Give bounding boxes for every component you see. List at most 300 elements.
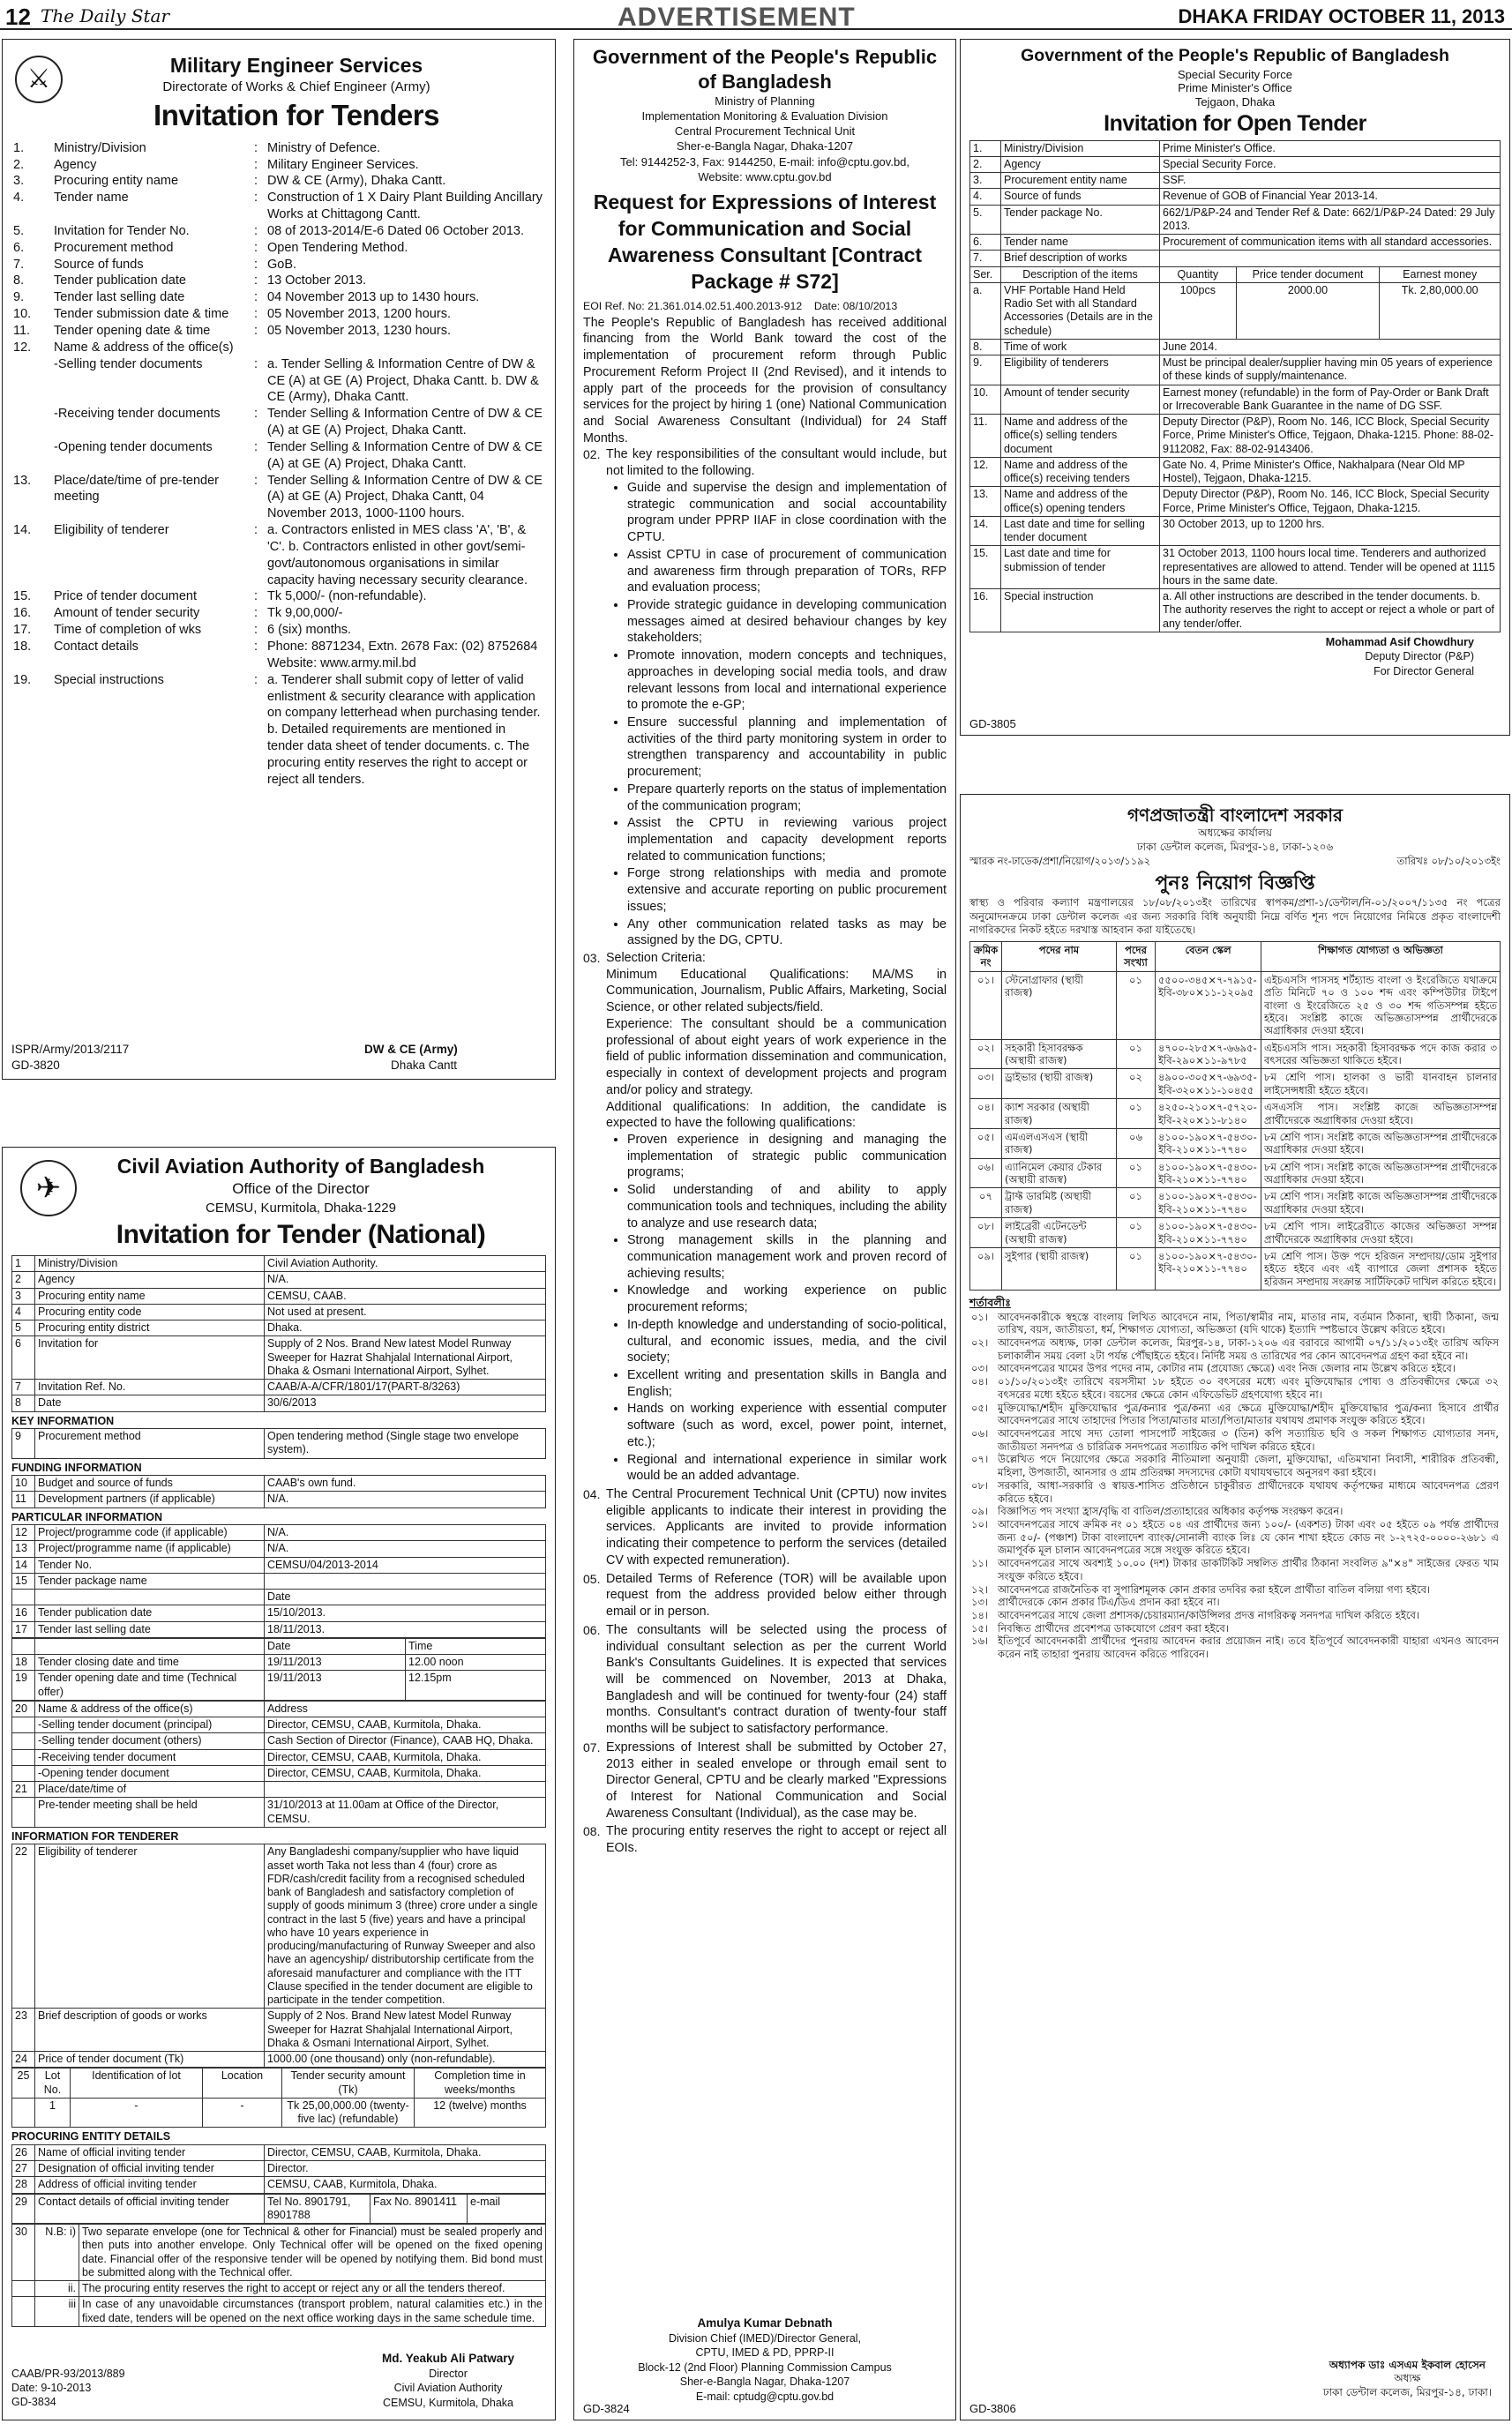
ssf-row (970, 339, 1501, 355)
caab-row (12, 1621, 546, 1637)
bng-cond-text: সরকারি, আধা-সরকারি ও স্বায়ত্ত-শাসিত প্রতিষ্ঠানে চাকুরীরত প্রার্থীদেরকে যথাযথ কর্তৃপক্ষের মাধ্যমে আবেদনপত্র প্রেরণ করিতে হইবে। (998, 1478, 1499, 1505)
caab-cell: Eligibility of tenderer (35, 1844, 265, 2009)
mes-cell: Tender opening date & time (54, 323, 211, 338)
bng-cond-row (969, 1609, 1501, 1622)
cptu-signature (574, 2316, 955, 2404)
ssf-cell: SSF. (1160, 173, 1501, 189)
cptu-bullet: • Ensure successful planning and implementation of activities of the third party monitoring system in order to strengthen transparency and accountability in public procurement; (627, 714, 947, 781)
mes-cell: GoB. (267, 257, 297, 272)
ssf-cell: 15. (970, 546, 1001, 589)
bng-cell: ০৬ (1117, 1128, 1156, 1158)
caab-cell: Two separate envelope (one for Technical & other for Financial) must be sealed properly and then puts into another envelope. Only Technical offer will be opened on the fixed opening date. Financial offer of the responsive tender will be opened by notifying them. Bid bond must be submitted along with the Technical offer. (79, 2225, 546, 2281)
cptu-bullet: • Proven experience in designing and managing the implementation of strategic public communication programs; (627, 1132, 947, 1181)
cptu-heading: Request for Expressions of Interest for Communication and Social Awareness Consultant [Contract Package # S72] (593, 190, 937, 293)
caab-row (12, 1380, 546, 1395)
caab-section-title: PARTICULAR INFORMATION (11, 1510, 163, 1523)
cptu-para-number: 03. (583, 951, 601, 966)
caab-cell: N/A. (265, 1272, 546, 1288)
cptu-address (583, 94, 947, 184)
cptu-bullet: • Hands on working experience with essential computer software (such as word, excel, power point, internet, etc.); (627, 1401, 947, 1450)
caab-cell: Supply of 2 Nos. Brand New latest Model Runway Sweeper for Hazrat Shahjalal International Airport, Dhaka & Osmani International Airport, Sylhet. (265, 1336, 546, 1380)
mes-sign: DW & CE (Army) (364, 1043, 458, 1057)
cptu-sign-line: Sher-e-Bangla Nagar, Dhaka-1207 (679, 2375, 850, 2388)
caab-row (12, 1590, 546, 1605)
caab-sign-org: Civil Aviation Authority (393, 2382, 503, 2395)
ssf-row (970, 415, 1501, 458)
bng-cond-text: আবেদনপত্রের খামের উপর পদের নাম, কোটার নাম (প্রযোজ্য ক্ষেত্রে) এবং নিজ জেলার নাম উল্লেখ করিতে হইবে। (998, 1362, 1456, 1375)
bng-cell: ০১ (1117, 1158, 1156, 1188)
cptu-para-text: The key responsibilities of the consultant would include, but not limited to the following. (606, 447, 947, 479)
ssf-item-ser: Ser. (973, 267, 993, 281)
mes-cell: Procuring entity name (54, 174, 179, 189)
ssf-sign-line: Deputy Director (P&P) (1365, 650, 1474, 663)
bng-memo: স্মারক নং-ঢাডেক/প্রশা/নিয়োগ/২০১৩/১১৯২ (969, 855, 1151, 868)
mes-heading: Invitation for Tenders (153, 99, 439, 132)
ssf-cell: 10. (970, 385, 1001, 415)
mes-cell: Tender Selling & Information Centre of DW & CE (A) at GE (A) Project, Dhaka Cantt. (267, 407, 543, 438)
mes-cell: 05 November 2013, 1200 hours. (267, 307, 451, 322)
caab-cell: 15 (12, 1573, 35, 1589)
mes-cell: DW & CE (Army), Dhaka Cantt. (267, 174, 446, 189)
caab-cell: Tender package name (35, 1573, 265, 1589)
caab-row (12, 1701, 546, 1717)
ssf-cell: June 2014. (1160, 339, 1501, 355)
caab-row (12, 1336, 546, 1380)
caab-cell: 7 (12, 1380, 35, 1395)
cptu-para-number: 06. (583, 1622, 601, 1637)
caab-refdate: Date: 9-10-2013 (11, 2382, 92, 2394)
bng-memo-line (969, 855, 1501, 871)
caab-cell: Tender No. (35, 1557, 265, 1573)
mes-row (11, 639, 546, 672)
caab-nb (11, 2224, 546, 2327)
army-emblem-icon: ⚔ (15, 56, 63, 103)
ssf-row (970, 251, 1501, 266)
mes-cell: 17. (13, 623, 32, 638)
ssf-cell: Agency (1001, 156, 1160, 172)
cptu-para-text: The People's Republic of Bangladesh has received additional financing from the World Bank toward the cost of the implementation of procurement reform through Public Procurement Reform Project II (2nd Revised), and it intends to apply part of the proceeds for the provision of consultancy services for the project by hiring 1 (one) National Communication and Social Awareness Consultant (Individual) for 24 Staff Months. (583, 315, 947, 445)
mes-cell: Ministry of Defence. (267, 140, 381, 155)
mes-row (11, 522, 546, 588)
mes-cell: : (253, 439, 258, 454)
caab-cell: Ministry/Division (35, 1256, 265, 1272)
bng-cell: ৮ম শ্রেণি পাস। হালকা ও ভারী যানবাহন চালনার লাইসেন্সধারী হইতে হইবে। (1261, 1069, 1501, 1099)
ssf-address-line: Tejgaon, Dhaka (1194, 94, 1276, 108)
ssf-row (970, 516, 1501, 546)
caab-cell: Time (406, 1638, 546, 1654)
cptu-sign-line: Block-12 (2nd Floor) Planning Commission Campus (638, 2360, 892, 2374)
ssf-cell: 14. (970, 516, 1001, 546)
bng-cond-row (969, 1336, 1501, 1362)
ssf-cell: Revenue of GOB of Financial Year 2013-14. (1160, 189, 1501, 205)
mes-row (11, 323, 546, 340)
caab-cell: 19/11/2013 (265, 1671, 406, 1701)
cptu-paragraph (583, 1823, 947, 1856)
mes-cell: 18. (13, 640, 32, 655)
caab-row (12, 1655, 546, 1671)
mes-cell: : (253, 523, 258, 538)
ssf-cell: 1. (970, 140, 1001, 156)
mes-cell: Tender publication date (54, 273, 186, 288)
mes-cell: 5. (13, 223, 25, 238)
cptu-para-text: The Central Procurement Technical Unit (CPTU) now invites eligible applicants to indicate their interest in providing the services. Applicants are invited to provide information indicating their competence to perform the services (detailed CV with expected remuneration). (606, 1487, 947, 1567)
page-number: 12 (5, 4, 31, 30)
ssf-row (970, 235, 1501, 251)
ssf-cell: 2000.00 (1236, 282, 1380, 339)
mes-cell: 8. (13, 273, 25, 288)
ssf-cell: Tk. 2,80,000.00 (1380, 282, 1501, 339)
caab-cell: 3 (12, 1288, 35, 1304)
bng-cond-num: ০৪। (971, 1375, 989, 1388)
bng-cond-num: ০১। (971, 1310, 989, 1323)
caab-cell (12, 2281, 35, 2297)
caab-cell: Project/programme code (if applicable) (35, 1525, 265, 1541)
caab-nb-row (12, 2281, 546, 2297)
ssf-row (970, 457, 1501, 487)
ssf-cell (970, 282, 1001, 339)
bng-cond-text: আবেদনপত্রে রাজনৈতিক বা সুপারিশমূলক কোন প্রকার তদবির করা হইলে প্রার্থীতা বাতিল বলিয়া গণ্য হইবে। (998, 1582, 1431, 1596)
page-header (0, 0, 1512, 30)
caab-cell (12, 1749, 35, 1765)
caab-nb-row (12, 2225, 546, 2281)
mes-cell: Tender name (54, 191, 129, 206)
mes-row (11, 356, 546, 407)
bng-conditions (969, 1311, 1501, 1661)
cptu-sign-line: Division Chief (IMED)/Director General, (668, 2331, 862, 2345)
ssf-cell: 9. (970, 355, 1001, 385)
ssf-cell: 30 October 2013, up to 1200 hrs. (1160, 516, 1501, 546)
caab-cell (12, 1798, 35, 1828)
mes-footer2 (11, 1058, 541, 1074)
cptu-bullet: • Regional and international experience in similar work would be an added advantage. (627, 1452, 947, 1485)
mes-tender-ad (2, 39, 556, 1080)
bng-row (970, 1069, 1501, 1099)
bng-cond-row (969, 1311, 1501, 1336)
mes-cell: Tender Selling & Information Centre of DW & CE (A) at GE (A) Project, Dhaka Cantt. (267, 439, 543, 471)
bng-row (970, 1128, 1501, 1158)
bng-head-cell: ক্রমিক নং (970, 942, 1002, 972)
bng-cell: ০৮। (970, 1218, 1002, 1248)
bng-cond-row (969, 1362, 1501, 1375)
caab-cell: Date (35, 1395, 265, 1411)
bng-cond-text: ইতিপূর্বে আবেদনকারী প্রার্থীদের পুনরায় আবেদন করার প্রয়োজন নাই। তবে ইতিপূর্বে আবেদনকারী যাহারা এখনও আবেদন করেন নাই তাহারা পুনরায় আবেদন করিতে পারিবেন। (998, 1635, 1499, 1661)
mes-ref: ISPR/Army/2013/2117 (11, 1043, 130, 1057)
ssf-cell: 6. (970, 235, 1001, 251)
mes-row (11, 257, 546, 273)
caab-cell: Identification of lot (71, 2069, 203, 2099)
caab-cell: 26 (12, 2144, 35, 2160)
dental-college-recruitment-ad (960, 794, 1510, 2420)
caab-row (12, 1765, 546, 1781)
mes-cell: : (253, 290, 258, 305)
caab-cell (12, 2297, 35, 2327)
bng-posts-table (969, 941, 1501, 1291)
caab-cell: Price of tender document (Tk) (35, 2052, 265, 2068)
bng-cell: এ্যানিমেল কেয়ার টেকার (অস্থায়ী রাজস্ব) (1002, 1158, 1117, 1188)
cptu-sign-line: E-mail: cptudg@cptu.gov.bd (695, 2390, 835, 2403)
caab-office: Office of the Director (232, 1180, 370, 1198)
caab-cell: Project/programme name (if applicable) (35, 1541, 265, 1557)
ssf-cell: 100pcs (1160, 282, 1237, 339)
bng-gov: গণপ্রজাতন্ত্রী বাংলাদেশ সরকার (1127, 804, 1343, 826)
caab-cell (12, 1638, 35, 1654)
mes-cell: : (253, 273, 258, 288)
bng-head-row (970, 942, 1501, 972)
ssf-sign-line: Mohammad Asif Chowdhury (1325, 635, 1474, 648)
caab-section-title: KEY INFORMATION (11, 1414, 115, 1427)
bng-cell: এসএসসি পাস। সংশ্লিষ্ট কাজে অভিজ্ঞতাসম্পন্ন প্রার্থীদেরকে অগ্রাধিকার দেওয়া হইবে। (1261, 1099, 1501, 1129)
caab-cell: Tender publication date (35, 1605, 265, 1621)
bng-cond-row (969, 1453, 1501, 1478)
bng-cell: ড্রাইভার (স্থায়ী রাজস্ব) (1002, 1069, 1117, 1099)
bng-cond-row (969, 1622, 1501, 1635)
caab-cell: Dhaka. (265, 1320, 546, 1336)
ssf-item-row (970, 266, 1501, 282)
caab-row (12, 1844, 546, 2009)
caab-heading: Invitation for Tender (National) (116, 1219, 486, 1249)
caab-title: Civil Aviation Authority of Bangladesh (116, 1155, 485, 1178)
mes-cell: 12. (13, 340, 32, 355)
cptu-para-text: Experience: The consultant should be a communication professional of about eight years of work experience in the field of public information dissemination and communication, especially in context of development projects and program and/or policy and strategy. (606, 1016, 947, 1097)
caab-cell: CEMSU, CAAB. (265, 1288, 546, 1304)
bng-row (970, 1218, 1501, 1248)
mes-cell: 15. (13, 589, 32, 604)
mes-row (11, 672, 546, 789)
bng-cond-text: আবেদনপত্রের সাথে ক্রমিক নং ০১ হইতে ০৪ এর প্রার্থীদের জন্য ১০০/- (একশত) টাকা এবং ০৫ হইতে ০৯ পর্যন্ত প্রার্থীদের জন্য ৫০/- (পঞ্চাশ) টাকা বাংলাদেশ ব্যাংক/সোনালী ব্যাংক লিঃ যে কোন শাখা হইতে কোড নং ১-২৭২৫-০০০০-২৬৮১ এ জমাপূর্বক মূল চালান আবেদনপত্রের সঙ্গে সংযুক্ত করিতে হইবে। (998, 1518, 1499, 1557)
ssf-cell: Ministry/Division (1001, 140, 1160, 156)
caab-cell: Location (203, 2069, 282, 2099)
caab-row (12, 1638, 546, 1654)
caab-cell: The procuring entity reserves the right to accept or reject any or all the tenders thereof. (79, 2281, 546, 2297)
mes-cell: -Opening tender documents (54, 439, 213, 454)
bng-cell: ০৩। (970, 1069, 1002, 1099)
caab-cell: - (203, 2098, 282, 2128)
bng-cell: ৪১০০-১৯০×৭-৫৪৩০-ইবি-২১০×১১-৭৭৪০ (1156, 1247, 1261, 1290)
caab-cell: -Selling tender document (principal) (35, 1717, 265, 1733)
caab-grid (11, 1701, 546, 1828)
caab-ref: CAAB/PR-93/2013/889 (11, 2368, 125, 2380)
caab-grid (11, 1844, 546, 2068)
bng-cond-num: ১৬। (971, 1635, 989, 1648)
caab-cell: 4 (12, 1304, 35, 1320)
ssf-row (970, 589, 1501, 632)
bng-cell: ০৪। (970, 1099, 1002, 1129)
bng-cell: ০৬। (970, 1158, 1002, 1188)
cptu-paragraph (583, 1739, 947, 1822)
caab-cell: Cash Section of Director (Finance), CAAB HQ, Dhaka. (265, 1733, 546, 1749)
caab-grid (11, 1638, 546, 1701)
caab-cell: Lot No. (35, 2069, 71, 2099)
caab-row (12, 1304, 546, 1320)
caab-cell: Development partners (if applicable) (35, 1492, 265, 1508)
mes-cell: Tender submission date & time (54, 307, 229, 322)
caab-cell (265, 1573, 546, 1589)
mes-cell: : (253, 640, 258, 655)
ssf-cell: 16. (970, 589, 1001, 632)
mes-row (11, 605, 546, 622)
ssf-tender-ad (960, 39, 1510, 736)
cptu-body (583, 315, 947, 1857)
caab-cell: 19 (12, 1671, 35, 1701)
bng-cell: ০১ (1117, 1247, 1156, 1290)
bng-sign-name: অধ্যাপক ডাঃ এসএম ইকবাল হোসেন (1329, 2358, 1486, 2371)
mes-cell: Place/date/time of pre-tender meeting (54, 473, 219, 505)
cptu-qualifications (627, 1132, 947, 1485)
bng-cond-num: ০৮। (971, 1478, 989, 1492)
cptu-sign-line: Amulya Kumar Debnath (697, 2316, 833, 2330)
mes-cell (11, 439, 52, 473)
mes-cell: : (253, 606, 258, 621)
cptu-bullet: • Guide and supervise the design and implementation of strategic communication and social accountability program under PPRP IIAF in close coordination with the CPTU. (627, 480, 947, 546)
caab-row (12, 1605, 546, 1621)
caab-cell: Pre-tender meeting shall be held (35, 1798, 265, 1828)
bng-cell: ৮ম শ্রেণি পাস। সংশ্লিষ্ট কাজে অভিজ্ঞতাসম্পন্ন প্রার্থীদেরকে অগ্রাধিকার দেওয়া হইবে। (1261, 1188, 1501, 1218)
mes-subtitle: Directorate of Works & Chief Engineer (Army) (162, 79, 430, 95)
mes-row (11, 439, 546, 473)
caab-cell (12, 1765, 35, 1781)
bng-cond-text: আবেদনপত্রের সাথে অবশ্যই ১০.০০ (দশ) টাকার ডাকটিকিট সম্বলিত প্রার্থীর ঠিকানা সংবলিত ৯"×৪" সাইজের ফেরত খাম সংযুক্ত করিতে হইবে। (998, 1557, 1499, 1582)
caab-cell: Tender last selling date (35, 1621, 265, 1637)
ssf-cell: Time of work (1001, 339, 1160, 355)
caab-cell: 31/10/2013 at 11.00am at Office of the Director, CEMSU. (265, 1798, 546, 1828)
ssf-cell: Gate No. 4, Prime Minister's Office, Nakhalpara (Near Old MP Hostel), Tejgaon, Dhaka-1215. (1160, 457, 1501, 487)
caab-cell: Contact details of official inviting tender (35, 2194, 265, 2224)
cptu-para-text: The procuring entity reserves the right to accept or reject all EOIs. (606, 1824, 947, 1856)
bng-cond-text: মুক্তিযোদ্ধা/শহীদ মুক্তিযোদ্ধার পুত্র/কন্যার পুত্র/কন্যা এর ক্ষেত্রে মুক্তিযোদ্ধা/শহীদ মুক্তিযোদ্ধার পুত্র/কন্যা হিসাবে প্রার্থীর আবেদনপত্রের সাথে তাহাদের পিতার পিতা/মাতার মাতা/পিতা/মাতার যথাযথ প্রমাণক সংযুক্ত করিতে হইবে। (998, 1401, 1499, 1427)
ssf-cell: Name and address of the office(s) opening tenders (1001, 487, 1160, 517)
caab-cell: 8 (12, 1395, 35, 1411)
caab-cell: Date (265, 1638, 406, 1654)
bng-cell: ৪১০০-১৯০×৭-৫৪৩০-ইবি-২১০×১১-৭৭৪০ (1156, 1128, 1261, 1158)
mes-cell: 13 October 2013. (267, 273, 367, 288)
bng-head-cell: বেতন স্কেল (1156, 942, 1261, 972)
caab-cell: -Opening tender document (35, 1765, 265, 1781)
caab-cell: 29 (12, 2194, 35, 2224)
caab-cell: 12.00 noon (406, 1655, 546, 1671)
bng-cond-row (969, 1583, 1501, 1597)
caab-row (12, 1798, 546, 1828)
caab-cell (35, 1590, 265, 1605)
ssf-cell (1160, 251, 1501, 266)
bng-cell: ০৯। (970, 1247, 1002, 1290)
ssf-heading: Invitation for Open Tender (1104, 110, 1366, 136)
bng-cond-num: ০৭। (971, 1453, 989, 1466)
caab-cell: iii (35, 2297, 79, 2327)
bng-cell: স্টেনোগ্রাফার (স্থায়ী রাজস্ব) (1002, 971, 1117, 1039)
caab-row (12, 1320, 546, 1336)
caab-cell: 17 (12, 1621, 35, 1637)
cptu-paragraph (583, 1486, 947, 1569)
ssf-row (970, 140, 1501, 156)
bng-cell: ৪৯০০-৩০৫×৭-৬৯৩৫-ইবি-৩২০×১১-১০৪৫৫ (1156, 1069, 1261, 1099)
caab-cell: Name of official inviting tender (35, 2144, 265, 2160)
caab-sign-addr: CEMSU, Kurmitola, Dhaka (383, 2396, 513, 2409)
bng-cell: লাইব্রেরী এটেনডেন্ট (অস্থায়ী রাজস্ব) (1002, 1218, 1117, 1248)
mes-gd: GD-3820 (11, 1059, 60, 1073)
bng-cond-row (969, 1402, 1501, 1427)
caab-cell: ii. (35, 2281, 79, 2297)
cptu-bullet: • Forge strong relationships with media and promote extensive and accurate reporting on public procurement issues; (627, 865, 947, 915)
caab-cell: e-mail (468, 2194, 546, 2224)
bng-head-cell: পদের নাম (1002, 942, 1117, 972)
ssf-row (970, 385, 1501, 415)
caab-cell: 25 (12, 2069, 35, 2099)
caab-cell: Budget and source of funds (35, 1476, 265, 1492)
mes-cell: 14. (13, 523, 32, 538)
ssf-cell: 2. (970, 156, 1001, 172)
caab-cell: Completion time in weeks/months (415, 2069, 546, 2099)
caab-row (12, 1749, 546, 1765)
ssf-cell: 3. (970, 173, 1001, 189)
mes-cell: : (253, 356, 258, 371)
ssf-cell: Procurement entity name (1001, 173, 1160, 189)
bng-cond-num: ১২। (971, 1582, 989, 1596)
caab-cell: Procuring entity district (35, 1320, 265, 1336)
caab-section-title: PROCURING ENTITY DETAILS (11, 2130, 171, 2143)
caab-row (12, 2144, 546, 2160)
cptu-bullet: • Strong management skills in the planning and communication management work and proven record of achieving results; (627, 1232, 947, 1282)
mes-row (11, 273, 546, 289)
cptu-sign-line: CPTU, IMED & PD, PPRP-II (695, 2346, 835, 2359)
caab-cell: 12 (twelve) months (415, 2098, 546, 2128)
bng-sign-addr: ঢাকা ডেন্টাল কলেজ, মিরপুর-১৪, ঢাকা। (1322, 2386, 1492, 2399)
bng-row (970, 971, 1501, 1039)
caab-cell: Fax No. 8901411 (371, 2194, 468, 2224)
mes-cell: Name & address of the office(s) (54, 340, 234, 355)
caab-cell: Place/date/time of (35, 1782, 265, 1798)
bng-office: অধ্যক্ষের কার্যালয় (1198, 827, 1272, 840)
caab-cell: In case of any unavoidable circumstances (transport problem, natural calamities etc.) in the fixed date, tenders will be opened on the next office working days in the same schedule time. (79, 2297, 546, 2327)
ssf-address-line: Prime Minister's Office (1178, 81, 1292, 95)
cptu-bullet: • Promote innovation, modern concepts and techniques, approaches in developing social media tools, and draw relevant lessons from local and international experience to promote the e-GP; (627, 647, 947, 714)
mes-row (11, 240, 546, 257)
newspaper-name: The Daily Star (41, 5, 170, 26)
bng-cell: ৫৫০০-৩৪৫×৭-৭৯১৫-ইবি-৩৮০×১১-১২০৯৫ (1156, 971, 1261, 1039)
caab-cell: - (71, 2098, 203, 2128)
mes-cell: : (253, 589, 258, 604)
mes-title: Military Engineer Services (169, 54, 423, 77)
caab-cell (265, 1782, 546, 1798)
caab-gd: GD-3834 (11, 2396, 56, 2408)
mes-cell: 13. (13, 473, 32, 488)
bng-cond-text: আবেদনপত্রের সাথে সদ্য তোলা পাসপোর্ট সাইজের ৩ (তিন) কপি সত্যায়িত ছবি ও সকল শিক্ষাগত যোগ্যতার সনদ, জাতীয়তা সনদপত্র ও চারিত্রিক সনদপত্রের সত্যায়িত কপি দাখিল করিতে হইবে। (998, 1426, 1499, 1453)
mes-cell: : (253, 157, 258, 172)
caab-row (12, 1671, 546, 1701)
caab-cell: 19/11/2013 (265, 1655, 406, 1671)
caab-row (12, 2009, 546, 2052)
cptu-para-number: 07. (583, 1739, 601, 1754)
caab-section-title: INFORMATION FOR TENDERER (11, 1829, 179, 1843)
caab-cell: Director. (265, 2161, 546, 2177)
bng-cell: ৮ম শ্রেণি পাস। লাইব্রেরীতে কাজের অভিজ্ঞতা সম্পন্ন প্রার্থীদেরকে অগ্রাধিকার দেওয়া হইবে। (1261, 1218, 1501, 1248)
caab-cell: N/A. (265, 1492, 546, 1508)
mes-cell: Procurement method (54, 240, 174, 255)
cptu-bullet: • Any other communication related tasks as may be assigned by the DG, CPTU. (627, 916, 947, 949)
bng-head-cell: শিক্ষাগত যোগ্যতা ও অভিজ্ঞতা (1261, 942, 1501, 972)
cptu-eoi-ref: EOI Ref. No: 21.361.014.02.51.400.2013-912 Date: 08/10/2013 (583, 299, 898, 312)
caab-cell: 30 (12, 2225, 35, 2281)
cptu-bullet: • In-depth knowledge and understanding of socio-political, cultural, and economic issues, media, and the civil society; (627, 1317, 947, 1366)
caab-cell (12, 1733, 35, 1749)
caab-row (12, 1717, 546, 1733)
mes-cell: 19. (13, 672, 32, 687)
bng-cond-text: উল্লেখিত পদে নিয়োগের ক্ষেত্রে সরকারি নীতিমালা অনুযায়ী জেলা, মুক্তিযোদ্ধা, এতিমখানা নিবাসী, শারীরিক প্রতিবন্ধী, মহিলা, উপজাতী, আনসার ও গ্রাম প্রতিরক্ষা সদস্যদের কোটা যথাযথভাবে অনুসরণ করা হইবে। (998, 1453, 1499, 1479)
mes-cell: Construction of 1 X Dairy Plant Building Ancillary Works at Chittagong Cantt. (267, 191, 543, 222)
cptu-para-text: The consultants will be selected using the process of individual consultant selection as per the current World Bank's Consultants Guidelines. It is expected that services will be commenced on November, 2013 at Dhaka, Bangladesh and will be continued for twenty-four (24) staff months. Consultant's contract duration of twenty-four staff months will be subject to satisfactory performance. (606, 1622, 947, 1737)
caab-cell: 23 (12, 2009, 35, 2052)
caab-row (12, 1573, 546, 1589)
mes-row (11, 173, 546, 190)
